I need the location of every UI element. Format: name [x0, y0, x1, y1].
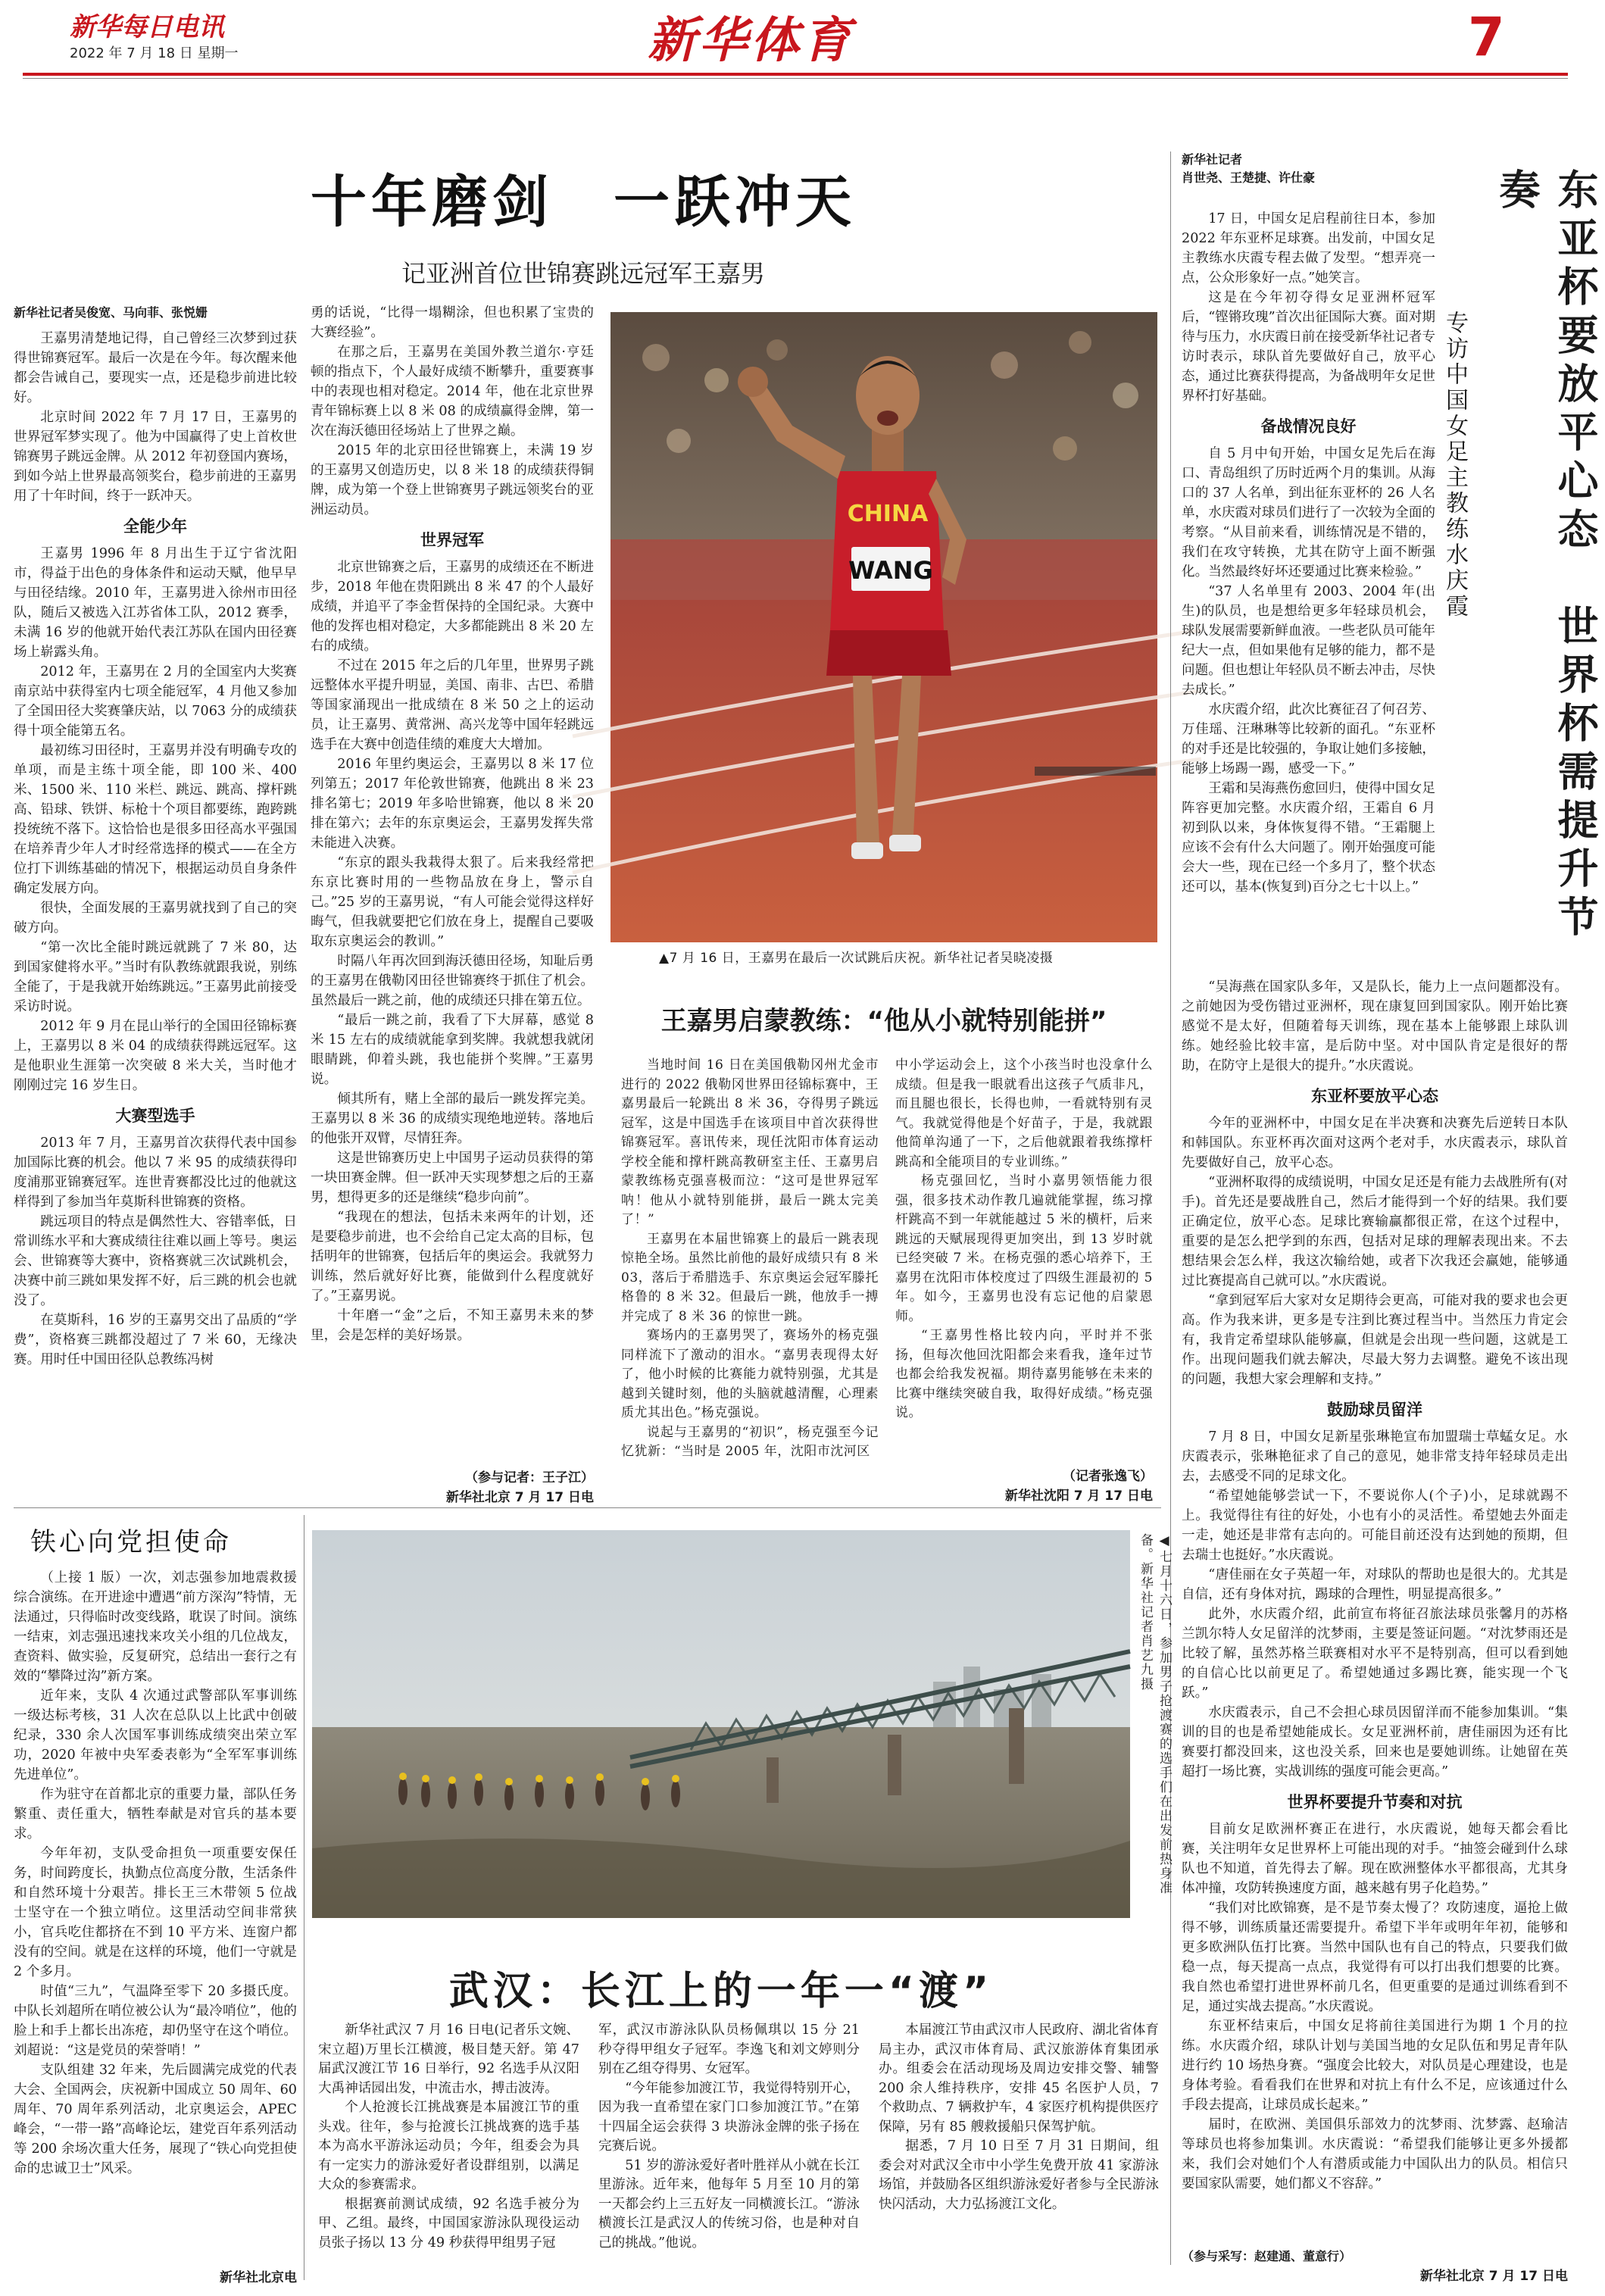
paragraph: “拿到冠军后大家对女足期待会更高，可能对我的要求也会更高。作为我来讲，更多是专注到比赛过程当中。当然压力肯定会有，我肯定希望球队能够赢，但就是会出现一些问题，这就是工作。出现问题我们就去解决，尽最大努力去调整。避免不该出现的问题，我想大家会理解和支持。” [1182, 1293, 1568, 1387]
horizontal-rule [14, 1507, 1161, 1508]
paragraph: 东亚杯结束后，中国女足将前往美国进行为期 1 个月的拉练。水庆霞介绍，球队计划与美国当地的女足队伍和男足青年队进行约 10 场热身赛。“强度会比较大，对队员是心理建设，也是身体考验。看看我们在世界和对抗上有什么不足，应该通过什么手段去提高，让球员成长起来。” [1182, 2019, 1568, 2113]
paragraph: 很快，全面发展的王嘉男就找到了自己的突破方向。 [14, 901, 297, 936]
article1-source: （参与记者：王子江） [311, 1467, 594, 1485]
paragraph: 今年年初，支队受命担负一项重要安保任务，时间跨度长，执勤点位高度分散，生活条件和自然环境十分艰苦。排长王三木带领 5 位战士坚守在一个独立哨位。这里活动空间非常狭小，官兵吃住都挤在不到 10 平方米、连窗户都没有的空间。就是在这样的环境，他们一守就是 2 个多月。 [14, 1846, 297, 1979]
masthead-rule [23, 73, 1568, 76]
paragraph: 王嘉男 1996 年 8 月出生于辽宁省沈阳市，得益于出色的身体条件和运动天赋，他早早与田径结缘。2010 年，王嘉男进入徐州市田径队，随后又被选入江苏省体工队，2012 赛季，未满 16 岁的他就开始代表江苏队在国内田径赛场上崭露头角。 [14, 546, 297, 660]
paragraph: “王嘉男性格比较内向，平时并不张扬，但每次他回沈阳都会来看我，逢年过节也都会给我发祝福。期待嘉男能够在未来的比赛中继续突破自我，取得好成绩。”杨克强说。 [895, 1328, 1153, 1420]
paragraph: 近年来，支队 4 次通过武警部队军事训练一级达标考核，31 人次在总队以上比武中创破纪录，330 余人次国军事训练成绩突出荣立军功，2020 年被中央军委表彰为“全军军事训练先进单位”。 [14, 1688, 297, 1782]
river-photo [312, 1530, 1130, 1918]
paragraph: 这是世锦赛历史上中国男子运动员获得的第一块田赛金牌。但一跃冲天实现梦想之后的王嘉男，想得更多的还是继续“稳步向前”。 [311, 1151, 594, 1205]
article3-top [1182, 209, 1435, 1080]
article3-byline-names: 肖世尧、王楚捷、许仕豪 [1182, 170, 1316, 185]
photo1-caption: ▲7 月 16 日，王嘉男在最后一次试跳后庆祝。新华社记者吴晓凌摄 [659, 951, 1054, 966]
paragraph: 此外，水庆霞介绍，此前宣布将征召旅法球员张馨月的苏格兰凯尔特人女足留洋的沈梦雨，主要是签证问题。“对沈梦雨还是比较了解，虽然苏格兰联赛相对水平不是特别高，但可以看到她的自信心比以前更足了。希望她通过多踢比赛，能实现一个飞跃。” [1182, 1607, 1568, 1701]
paragraph: 在莫斯科，16 岁的王嘉男交出了品质的“学费”，资格赛三跳都没超过了 7 米 60，无缘决赛。用时任中国田径队总教练冯树 [14, 1313, 297, 1367]
paragraph: 时值“三九”，气温降至零下 20 多摄氏度。中队长刘超所在哨位被公认为“最冷哨位”，他的脸上和手上都长出冻疮，却仍坚守在这个哨位。刘超说：“这是党员的荣誉哨！” [14, 1984, 297, 2058]
paragraph: 说起与王嘉男的“初识”，杨克强至今记忆犹新：“当时是 2005 年，沈阳市沈河区 [621, 1424, 879, 1459]
paragraph: 本届渡江节由武汉市人民政府、湖北省体育局主办，武汉市体育局、武汉旅游体育集团承办。组委会在活动现场及周边安排交警、辅警 200 余人维持秩序，安排 45 名医护人员，7 个救助点、7 辆救护车，4 家医疗机构提供医疗保障，另有 85 艘救援船只保驾护航。 [879, 2023, 1159, 2135]
paragraph: 王嘉男清楚地记得，自己曾经三次梦到过获得世锦赛冠军。最后一次是在今年。每次醒来他都会告诫自己，要现实一点，还是稳步前进比较好。 [14, 331, 297, 405]
article2-dateline: 新华社沈阳 7 月 17 日电 [1004, 1488, 1153, 1504]
subhead-worldchamp: 世界冠军 [420, 531, 484, 549]
paragraph: 十年磨一“金”之后，不知王嘉男未来的梦里，会是怎样的美好场景。 [311, 1308, 594, 1343]
vertical-rule [1170, 152, 1171, 2265]
paragraph: 个人抢渡长江挑战赛是本届渡江节的重头戏。往年，参与抢渡长江挑战赛的选手基本为高水平游泳运动员；今年，组委会为具有一定实力的游泳爱好者设群组别，以满足大众的参赛需求。 [318, 2100, 579, 2192]
paragraph: 勇的话说，“比得一塌糊涂，但也积累了宝贵的大赛经验”。 [311, 305, 594, 340]
article4-body [14, 1568, 297, 2250]
paragraph: “最后一跳之前，我看了下大屏幕，感觉 8 米 15 左右的成绩就能拿到奖牌。我就想我就闭眼睛跳，仰着头跳，我也能拼个奖牌。”王嘉男说。 [311, 1013, 594, 1087]
paragraph: “希望她能够尝试一下，不要说你人(个子)小，足球就踢不上。我觉得往有往的好处，小也有小的灵活性。希望她去外面走一走，她还是非常有志向的。可能目前还没有达到她的预期，但去瑞士也挺好。”水庆霞说。 [1182, 1488, 1568, 1563]
page-number: 7 [1468, 6, 1505, 68]
subhead-allround: 全能少年 [123, 517, 187, 536]
article1-col1 [14, 303, 297, 1500]
article4-title: 铁心向党担使命 [30, 1527, 232, 1557]
photo2-caption: ◀七月十六日，参加男子抢渡赛的选手们在出发前热身准备。新华社记者肖艺九摄 [1138, 1533, 1172, 1895]
race-bib: WANG [848, 556, 933, 585]
paragraph: 王嘉男在本届世锦赛上的最后一跳表现惊艳全场。虽然比前他的最好成绩只有 8 米 03，落后于希腊选手、东京奥运会冠军滕托格鲁的 8 米 32。但最后一跳，他放手一搏并完成了 8 米 36 的惊世一跳。 [621, 1231, 879, 1324]
article3-dateline: 新华社北京 7 月 17 日电 [1182, 2265, 1568, 2284]
paragraph: 水庆霞表示，自己不会担心球员因留洋而不能参加集训。“集训的目的也是希望她能成长。女足亚洲杯前，唐佳丽因为还有比赛要打都没回来，这也没关系，回来也是要她训练。让她留在英超打一场比赛，实战训练的强度可能会更高。” [1182, 1705, 1568, 1779]
paragraph: 2016 年里约奥运会，王嘉男以 8 米 17 位列第五；2017 年伦敦世锦赛，他跳出 8 米 23 排名第七；2019 年多哈世锦赛，他以 8 米 20 排在第六；去年的东京奥运会，王嘉男发挥失常未能进入决赛。 [311, 757, 594, 851]
subhead-abroad: 鼓励球员留洋 [1327, 1401, 1422, 1419]
paragraph: 今年的亚洲杯中，中国女足在半决赛和决赛先后逆转日本队和韩国队。东亚杯再次面对这两个老对手，水庆霞表示，球队首先要做好自己，放平心态。 [1182, 1116, 1568, 1170]
paragraph: 据悉，7 月 10 日至 7 月 31 日期间，组委会对对武汉全市中小学生免费开放 41 家游泳场馆，并鼓励各区组织游泳爱好者参与全民游泳快闪活动，大力弘扬渡江文化。 [879, 2138, 1159, 2212]
paragraph: 作为驻守在首都北京的重要力量，部队任务繁重、责任重大，牺牲奉献是对官兵的基本要求。 [14, 1787, 297, 1841]
paragraph: 2012 年 9 月在昆山举行的全国田径锦标赛上，王嘉男以 8 米 04 的成绩获得跳远冠军。这是他职业生涯第一次突破 8 米大关，当时他才刚刚过完 16 岁生日。 [14, 1019, 297, 1093]
paragraph: 跳远项目的特点是偶然性大、容错率低，日常训练水平和大赛成绩往往难以画上等号。奥运会、世锦赛等大赛中，资格赛就三次试跳机会，决赛中前三跳如果发挥不好，后三跳的机会也就没了。 [14, 1214, 297, 1308]
masthead-agency: 新华每日电讯 [70, 12, 224, 42]
paragraph: 在那之后，王嘉男在美国外教兰道尔·亨廷顿的指点下，个人最好成绩不断攀升，重要赛事中的表现也相对稳定。2014 年，他在北京世界青年锦标赛上以 8 米 08 的成绩赢得金牌，第一次在海沃德田径场站上了世界之巅。 [311, 345, 594, 439]
article1-dateline: 新华社北京 7 月 17 日电 [311, 1486, 594, 1505]
paragraph: “我现在的想法，包括未来两年的计划，还是要稳步前进，也不会给自己定太高的目标，包括明年的世锦赛，包括后年的奥运会。我就努力训练，然后就好好比赛，能做到什么程度就好了。”王嘉男说。 [311, 1210, 594, 1304]
paragraph: “唐佳丽在女子英超一年，对球队的帮助也是很大的。尤其是自信，还有身体对抗，踢球的合理性，明显提高很多。” [1182, 1567, 1568, 1602]
article5-col1 [318, 2021, 579, 2294]
article3-subtitle: 专访中国女足主教练水庆霞 [1441, 311, 1468, 620]
subhead-worldcup: 世界杯要提升节奏和对抗 [1287, 1793, 1463, 1811]
paragraph: “吴海燕在国家队多年，又是队长，能力上一点问题都没有。之前她因为受伤错过亚洲杯，现在康复回到国家队。刚开始比赛感觉不是太好，但随着每天训练，现在基本上能够跟上球队训练。她经验比较丰富，是后防中坚。对中国队肯定是很好的帮助，在防守上是很大的提升。”水庆霞说。 [1182, 979, 1568, 1073]
paragraph: “东京的跟头我栽得太狠了。后来我经常把东京比赛时用的一些物品放在身上，警示自己。”25 岁的王嘉男说，“有人可能会觉得这样好晦气，但我就要把它们放在身上，提醒自己要吸取东京奥运会的教训。” [311, 855, 594, 949]
paragraph: 北京时间 2022 年 7 月 17 日，王嘉男的世界冠军梦实现了。他为中国赢得了史上首枚世锦赛男子跳远金牌。从 2012 年初登国内赛场，到如今站上世界最高领奖台，稳步前进的王嘉男用了十年时间，终于一跃冲天。 [14, 410, 297, 504]
paragraph: 不过在 2015 年之后的几年里，世界男子跳远整体水平提升明显，美国、南非、古巴、希腊等国家涌现出一批成绩在 8 米 50 之上的运动员，让王嘉男、黄常洲、高兴龙等中国年轻跳远选手在大赛中创造佳绩的难度大大增加。 [311, 658, 594, 752]
paragraph: 中小学运动会上，这个小孩当时也没拿什么成绩。但是我一眼就看出这孩子气质非凡，而且腿也很长，长得也帅，一看就特别有灵气。我就觉得他是个好苗子，于是，我就跟他简单沟通了一下，之后他就跟着我练撑杆跳高和全能项目的专业训练。” [895, 1057, 1153, 1170]
river-photo-image [312, 1530, 1130, 1918]
paragraph: 届时，在欧洲、美国俱乐部效力的沈梦雨、沈梦露、赵瑜洁等球员也将参加集训。水庆霞说：“希望我们能够让更多外援都来，我们会对她们个人有潜质或能力中国队出力的队员。相信只要国家队需要，她们都义不容辞。” [1182, 2117, 1568, 2191]
paragraph: 军，武汉市游泳队队员杨佩琪以 15 分 21 秒夺得甲组女子冠军。李逸飞和刘文婷则分别在乙组夺得男、女冠军。 [598, 2023, 860, 2076]
masthead-section: 新华体育 [648, 12, 854, 69]
athlete-photo-image [610, 312, 1157, 942]
article4-dateline: 新华社北京电 [220, 2270, 297, 2285]
article5-title: 武汉：长江上的一年一“渡” [448, 1969, 994, 2014]
paragraph: 杨克强回忆，当时小嘉男领悟能力很强，很多技术动作教几遍就能掌握，练习撑杆跳高不到一年就能越过 5 米的横杆，后来跳远的天赋展现得更加突出，到 13 岁时就已经突破 7 米。在杨克强的悉心培养下，王嘉男在沈阳市体校度过了四级生涯最初的 5 年。如今，王嘉男也没有忘记他的启蒙恩师。 [895, 1173, 1153, 1324]
jersey-country: CHINA [847, 501, 929, 527]
paragraph: “37 人名单里有 2003、2004 年(出生)的队员，也是想给更多年轻球员机会，球队发展需要新鲜血液。一些老队员可能年纪大一点，但如果他有足够的能力，都不是问题。但也想让年轻队员不断去冲击，尽快去成长。” [1182, 584, 1435, 698]
masthead-rule-thin [23, 78, 1568, 79]
subhead-bigmatch: 大赛型选手 [115, 1107, 195, 1125]
article1-byline: 新华社记者吴俊宽、马向菲、张悦姗 [14, 305, 208, 320]
paragraph: “今年能参加渡江节，我觉得特别开心，因为我一直希望在家门口参加渡江节。”在第十四届全运会获得 3 块游泳金牌的张子扬在完赛后说。 [598, 2080, 860, 2154]
article3-title: 东亚杯要放平心态 世界杯需提升节奏 [1493, 168, 1600, 944]
paragraph: 王霜和吴海燕伤愈回归，使得中国女足阵容更加完整。水庆霞介绍，王霜自 6 月初到队以来，身体恢复得不错。“王霜腿上应该不会有什么大问题了。刚开始强度可能会大一些，现在已经一个多月了，整个状态还可以，基本(恢复到)百分之七十以上。” [1182, 781, 1435, 895]
paragraph: 17 日，中国女足启程前往日本，参加 2022 年东亚杯足球赛。出发前，中国女足主教练水庆霞专程去做了发型。“想弄亮一点，公众形象好一点。”她笑言。 [1182, 211, 1435, 286]
article2-col2 [895, 1056, 1153, 1450]
article5-col2 [598, 2021, 860, 2294]
paragraph: “亚洲杯取得的成绩说明，中国女足还是有能力去战胜所有(对手)。首先还是要战胜自己，然后才能得到一个好的结果。我们要正确定位，放平心态。足球比赛输赢都很正常，在这个过程中，重要的是怎么把学到的东西，包括对足球的理解表现出来。不去想结果会怎么样，我这次输给她，或者下次我还会赢她，能够通过比赛提高自己就可以。”水庆霞说。 [1182, 1175, 1568, 1289]
paragraph: 北京世锦赛之后，王嘉男的成绩还在不断进步，2018 年他在贵阳跳出 8 米 47 的个人最好成绩，并追平了李金哲保持的全国纪录。大赛中他的发挥也相对稳定，大多都能跳出 8 米 20 左右的成绩。 [311, 560, 594, 654]
paragraph: 2013 年 7 月，王嘉男首次获得代表中国参加国际比赛的机会。他以 7 米 95 的成绩获得印度浦那亚锦赛冠军。连世青赛都没比过的他就这样得到了参加当年莫斯科世锦赛的资格。 [14, 1136, 297, 1210]
article1-col2 [311, 303, 594, 1500]
paragraph: 2015 年的北京田径世锦赛上，未满 19 岁的王嘉男又创造历史，以 8 米 18 的成绩获得铜牌，成为第一个登上世锦赛男子跳远领奖台的亚洲运动员。 [311, 443, 594, 517]
subhead-preparation: 备战情况良好 [1260, 417, 1357, 436]
athlete-photo [610, 312, 1157, 942]
paragraph: 目前女足欧洲杯赛正在进行，水庆霞说，她每天都会看比赛，关注明年女足世界杯上可能出现的对手。“抽签会碰到什么球队也不知道，首先得去了解。现在欧洲整体水平都很高，尤其身体冲撞，攻防转换速度方面，越来越有男子化趋势。” [1182, 1822, 1568, 1896]
paragraph: 赛场内的王嘉男哭了，赛场外的杨克强同样流下了激动的泪水。“嘉男表现得太好了，他小时候的比赛能力就特别强，尤其是越到关键时刻，他的头脑就越清醒，心理素质尤其出色。”杨克强说。 [621, 1328, 879, 1420]
paragraph: 新华社武汉 7 月 16 日电(记者乐文婉、宋立超)万里长江横渡，极目楚天舒。第 47 届武汉渡江节 16 日举行，92 名选手从汉阳大禹神话园出发，中流击水，搏击波涛。 [318, 2023, 579, 2096]
paragraph: 自 5 月中旬开始，中国女足先后在海口、青岛组织了历时近两个月的集训。从海口的 37 人名单，到出征东亚杯的 26 人名单，水庆霞对球员们进行了一次较为全面的考察。“从目前来看，训练情况是不错的，我们在攻守转换，尤其在防守上面不断强化。当然最终好坏还要通过比赛来检验。” [1182, 446, 1435, 579]
paragraph: 51 岁的游泳爱好者叶胜祥从小就在长江里游泳。近年来，他每年 5 月至 10 月的第一天都会约上三五好友一同横渡长江。“游泳横渡长江是武汉人的传统习俗，也是种对自己的挑战。”他说。 [598, 2157, 860, 2251]
paragraph: 时隔八年再次回到海沃德田径场，知耻后勇的王嘉男在俄勒冈田径世锦赛终于抓住了机会。虽然最后一跳之前，他的成绩还只排在第五位。 [311, 954, 594, 1008]
article2-reporter: （记者张逸飞） [1063, 1469, 1153, 1484]
article1-subtitle: 记亚洲首位世锦赛跳远冠军王嘉男 [401, 259, 765, 288]
paragraph: 水庆霞介绍，此次比赛征召了何召芳、万佳瑶、汪琳琳等比较新的面孔。“东亚杯的对手还是比较强的，争取让她们多接触，能够上场踢一踢，感受一下。” [1182, 702, 1435, 776]
masthead-date: 2022 年 7 月 18 日 星期一 [70, 45, 239, 61]
paragraph: 7 月 8 日，中国女足新星张琳艳宣布加盟瑞士草蜢女足。水庆霞表示，张琳艳征求了自己的意见，她非常支持年轻球员走出去，去感受不同的足球文化。 [1182, 1429, 1568, 1484]
paragraph: 2012 年，王嘉男在 2 月的全国室内大奖赛南京站中获得室内七项全能冠军，4 月他又参加了全国田径大奖赛肇庆站，以 7063 分的成绩获得十项全能第五名。 [14, 664, 297, 739]
article3-source: （参与采写：赵建通、董意行） [1182, 2247, 1424, 2264]
paragraph: “我们对比欧锦赛，是不是节奏太慢了？攻防速度，逼抢上做得不够，训练质量还需要提升。希望下半年或明年年初，能够和更多欧洲队伍打比赛。当然中国队也有自己的特点，只要我们做稳一点，每天提高一点点，我觉得有可以打出我们想要的比赛。我自然也希望打进世界杯前几名，但更重要的是通过训练看到不足，通过实战去提高。”水庆霞说。 [1182, 1901, 1568, 2014]
paragraph: 最初练习田径时，王嘉男并没有明确专攻的单项，而是主练十项全能，即 100 米、400 米、1500 米、110 米栏、跳远、跳高、撑杆跳高、铅球、铁饼、标枪十个项目都要练，跑跨跳投统统不落下。这恰恰也是很多田径高水平强国在培养青少年人才时经常选择的模式——在全方位打下训练基础的情况下，根据运动员自身条件确定发展方向。 [14, 743, 297, 896]
article3-wide [1182, 977, 1568, 2265]
article1-title: 十年磨剑 一跃冲天 [311, 170, 856, 235]
article2-title: 王嘉男启蒙教练：“他从小就特别能拼” [660, 1006, 1107, 1036]
paragraph: （上接 1 版）一次，刘志强参加地震救援综合演练。在开进途中遭遇“前方深沟”特情，无法通过，只得临时改变线路，耽误了时间。演练一结束，刘志强迅速找来攻关小组的几位战友，查资料、做实验，反复研究，总结出一套行之有效的“攀降过沟”新方案。 [14, 1570, 297, 1684]
masthead [0, 0, 1588, 73]
paragraph: 这是在今年初夺得女足亚洲杯冠军后，“铿锵玫瑰”首次出征国际大赛。面对期待与压力，水庆霞日前在接受新华社记者专访时表示，球队首先要做好自己，放平心态，通过比赛获得提高，为备战明年女足世界杯打好基础。 [1182, 290, 1435, 404]
paragraph: “第一次比全能时跳远就跳了 7 米 80，达到国家健将水平。”当时有队教练就跟我说，别练全能了，于是我就开始练跳远。”王嘉男此前接受采访时说。 [14, 940, 297, 1014]
paragraph: 支队组建 32 年来，先后圆满完成党的代表大会、全国两会，庆祝新中国成立 50 周年、60 周年、70 周年系列活动，北京奥运会，APEC 峰会，“一带一路”高峰论坛，建党百年系列活动等 200 余场次重大任务，展现了“铁心向党担使命的忠诚卫士”风采。 [14, 2063, 297, 2176]
article3-byline-label: 新华社记者 [1182, 152, 1243, 167]
paragraph: 根据赛前测试成绩，92 名选手被分为甲、乙组。最终，中国国家游泳队现役运动员张子扬以 13 分 49 秒获得甲组男子冠 [318, 2196, 579, 2251]
subhead-eastasia: 东亚杯要放平心态 [1311, 1087, 1438, 1105]
article5-col3 [879, 2021, 1159, 2294]
paragraph: 倾其所有，赌上全部的最后一跳发挥完美。王嘉男以 8 米 36 的成绩实现绝地逆转。落地后的他张开双臂，尽情狂奔。 [311, 1092, 594, 1146]
article2-col1 [621, 1056, 879, 1495]
paragraph: 当地时间 16 日在美国俄勒冈州尤金市进行的 2022 俄勒冈世界田径锦标赛中，王嘉男最后一轮跳出 8 米 36，夺得男子跳远冠军，这是中国选手在该项目中首次获得世锦赛冠军。喜讯传来，现任沈阳市体育运动学校全能和撑杆跳高教研室主任、王嘉男启蒙教练杨克强喜极而泣：“这可是世界冠军呐！他从小就特别能拼，最后一跳太完美了！” [621, 1057, 879, 1227]
